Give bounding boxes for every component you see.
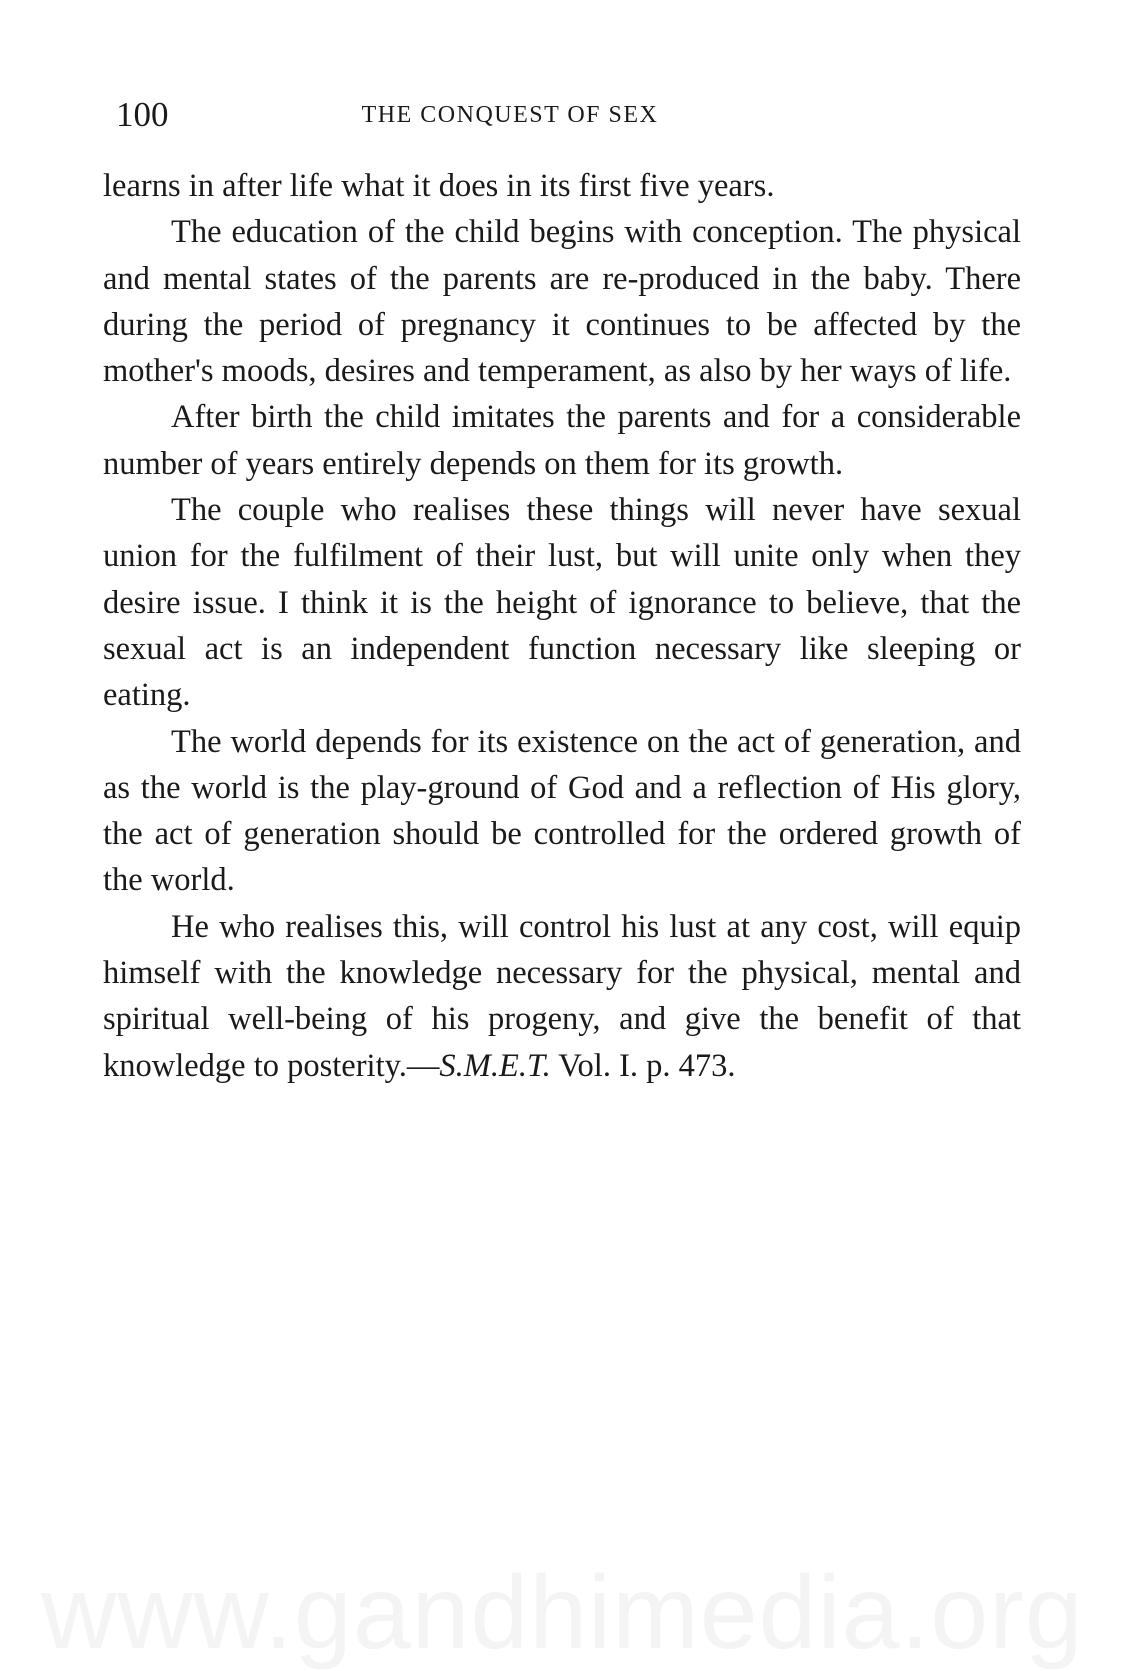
paragraph-final-text: He who realises this, will control his lust at any cost, will equip himself with the knowledge necessary for the physical, mental and spiritual well-being of his progeny, and give the benefit of that knowledge to posterity.—	[103, 908, 1021, 1084]
paragraph: The world depends for its existence on the act of generation, and as the world is the play-ground of God and a reflection of His glory, the act of generation should be controlled for the ordered growth of the world.	[103, 723, 1021, 899]
paragraph-final	[103, 904, 1021, 1089]
body-text	[103, 163, 1021, 1089]
page-header	[110, 92, 990, 138]
paragraph-continued: learns in after life what it does in its first five years.	[103, 168, 775, 204]
page-number: 100	[116, 95, 169, 134]
paragraph: After birth the child imitates the parents and for a considerable number of years entirely depends on them for its growth.	[103, 399, 1021, 482]
watermark: www.gandhimedia.org	[41, 1555, 1084, 1671]
paragraph: The education of the child begins with conception. The physical and mental states of the parents are re-produced in the baby. There during the period of pregnancy it continues to be affected by the mother's moods, desires and temperament, as also by her ways of life.	[103, 214, 1021, 390]
citation-source: S.M.E.T.	[439, 1047, 551, 1084]
citation-reference: Vol. I. p. 473.	[550, 1047, 736, 1084]
running-head: THE CONQUEST OF SEX	[361, 102, 659, 128]
paragraph: The couple who realises these things will never have sexual union for the fulfilment of their lust, but will unite only when they desire issue. I think it is the height of ignorance to believe, that the sexual act is an independent function necessary like sleeping or eating.	[103, 492, 1021, 714]
